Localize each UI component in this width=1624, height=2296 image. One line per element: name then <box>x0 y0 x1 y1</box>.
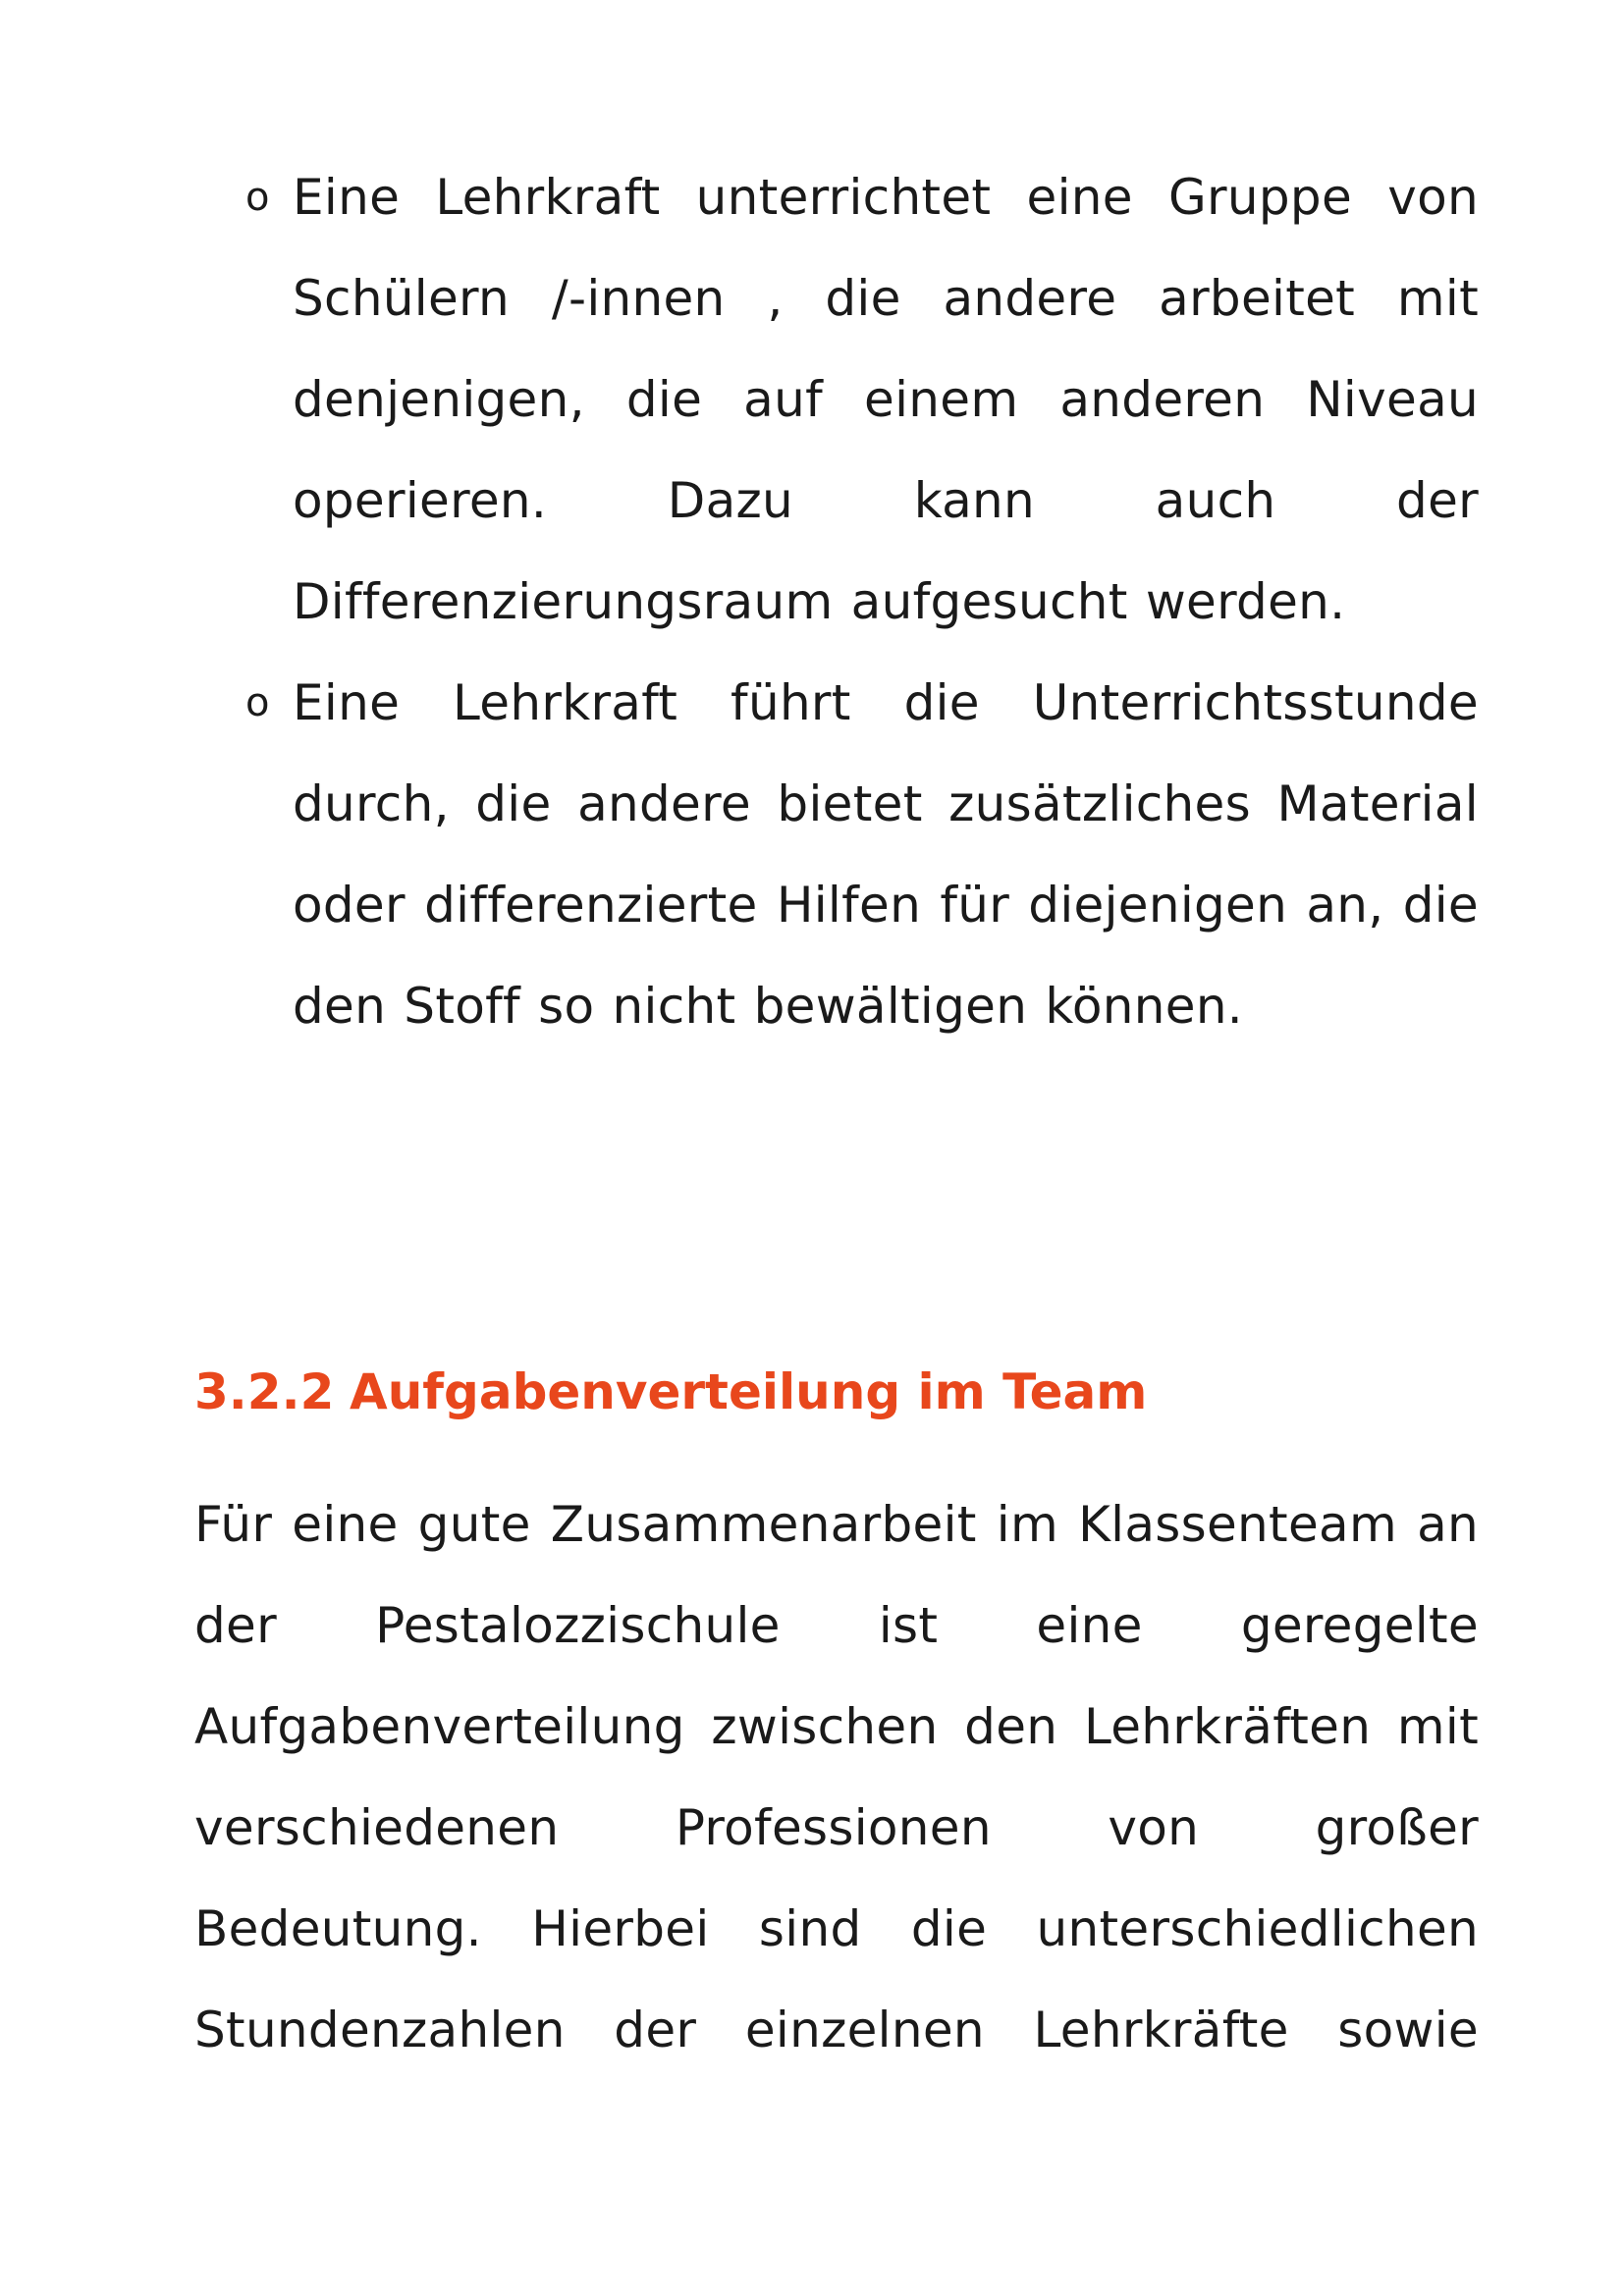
bullet-text: Eine Lehrkraft unterrichtet eine Gruppe von Schülern /-innen , die andere arbeitet mit denjenigen, die auf einem anderen Niveau operieren. Dazu kann auch der Differenzierungsraum aufgesucht werden. <box>293 169 1479 630</box>
bullet-text: Eine Lehrkraft führt die Unterrichtsstunde durch, die andere bietet zusätzliches Material oder differenzierte Hilfen für diejenigen an, die den Stoff so nicht bewältigen können. <box>293 674 1479 1035</box>
bullet-list <box>245 147 1479 1057</box>
section-number: 3.2.2 <box>194 1363 335 1420</box>
body-paragraph <box>194 1474 1479 2081</box>
bullet-marker-icon: o <box>245 175 270 220</box>
section-title: Aufgabenverteilung im Team <box>350 1363 1148 1420</box>
bullet-item <box>245 147 1479 653</box>
bullet-marker-icon: o <box>245 680 270 725</box>
paragraph-text: Für eine gute Zusammenarbeit im Klassenteam an der Pestalozzischule ist eine geregelte Aufgabenverteilung zwischen den Lehrkräften mit verschiedenen Professionen von großer Bedeutung. Hierbei sind die unterschiedlichen Stundenzahlen der einzelnen Lehrkräfte sowie <box>194 1496 1479 2058</box>
section-heading <box>194 1353 1147 1431</box>
bullet-item <box>245 653 1479 1057</box>
